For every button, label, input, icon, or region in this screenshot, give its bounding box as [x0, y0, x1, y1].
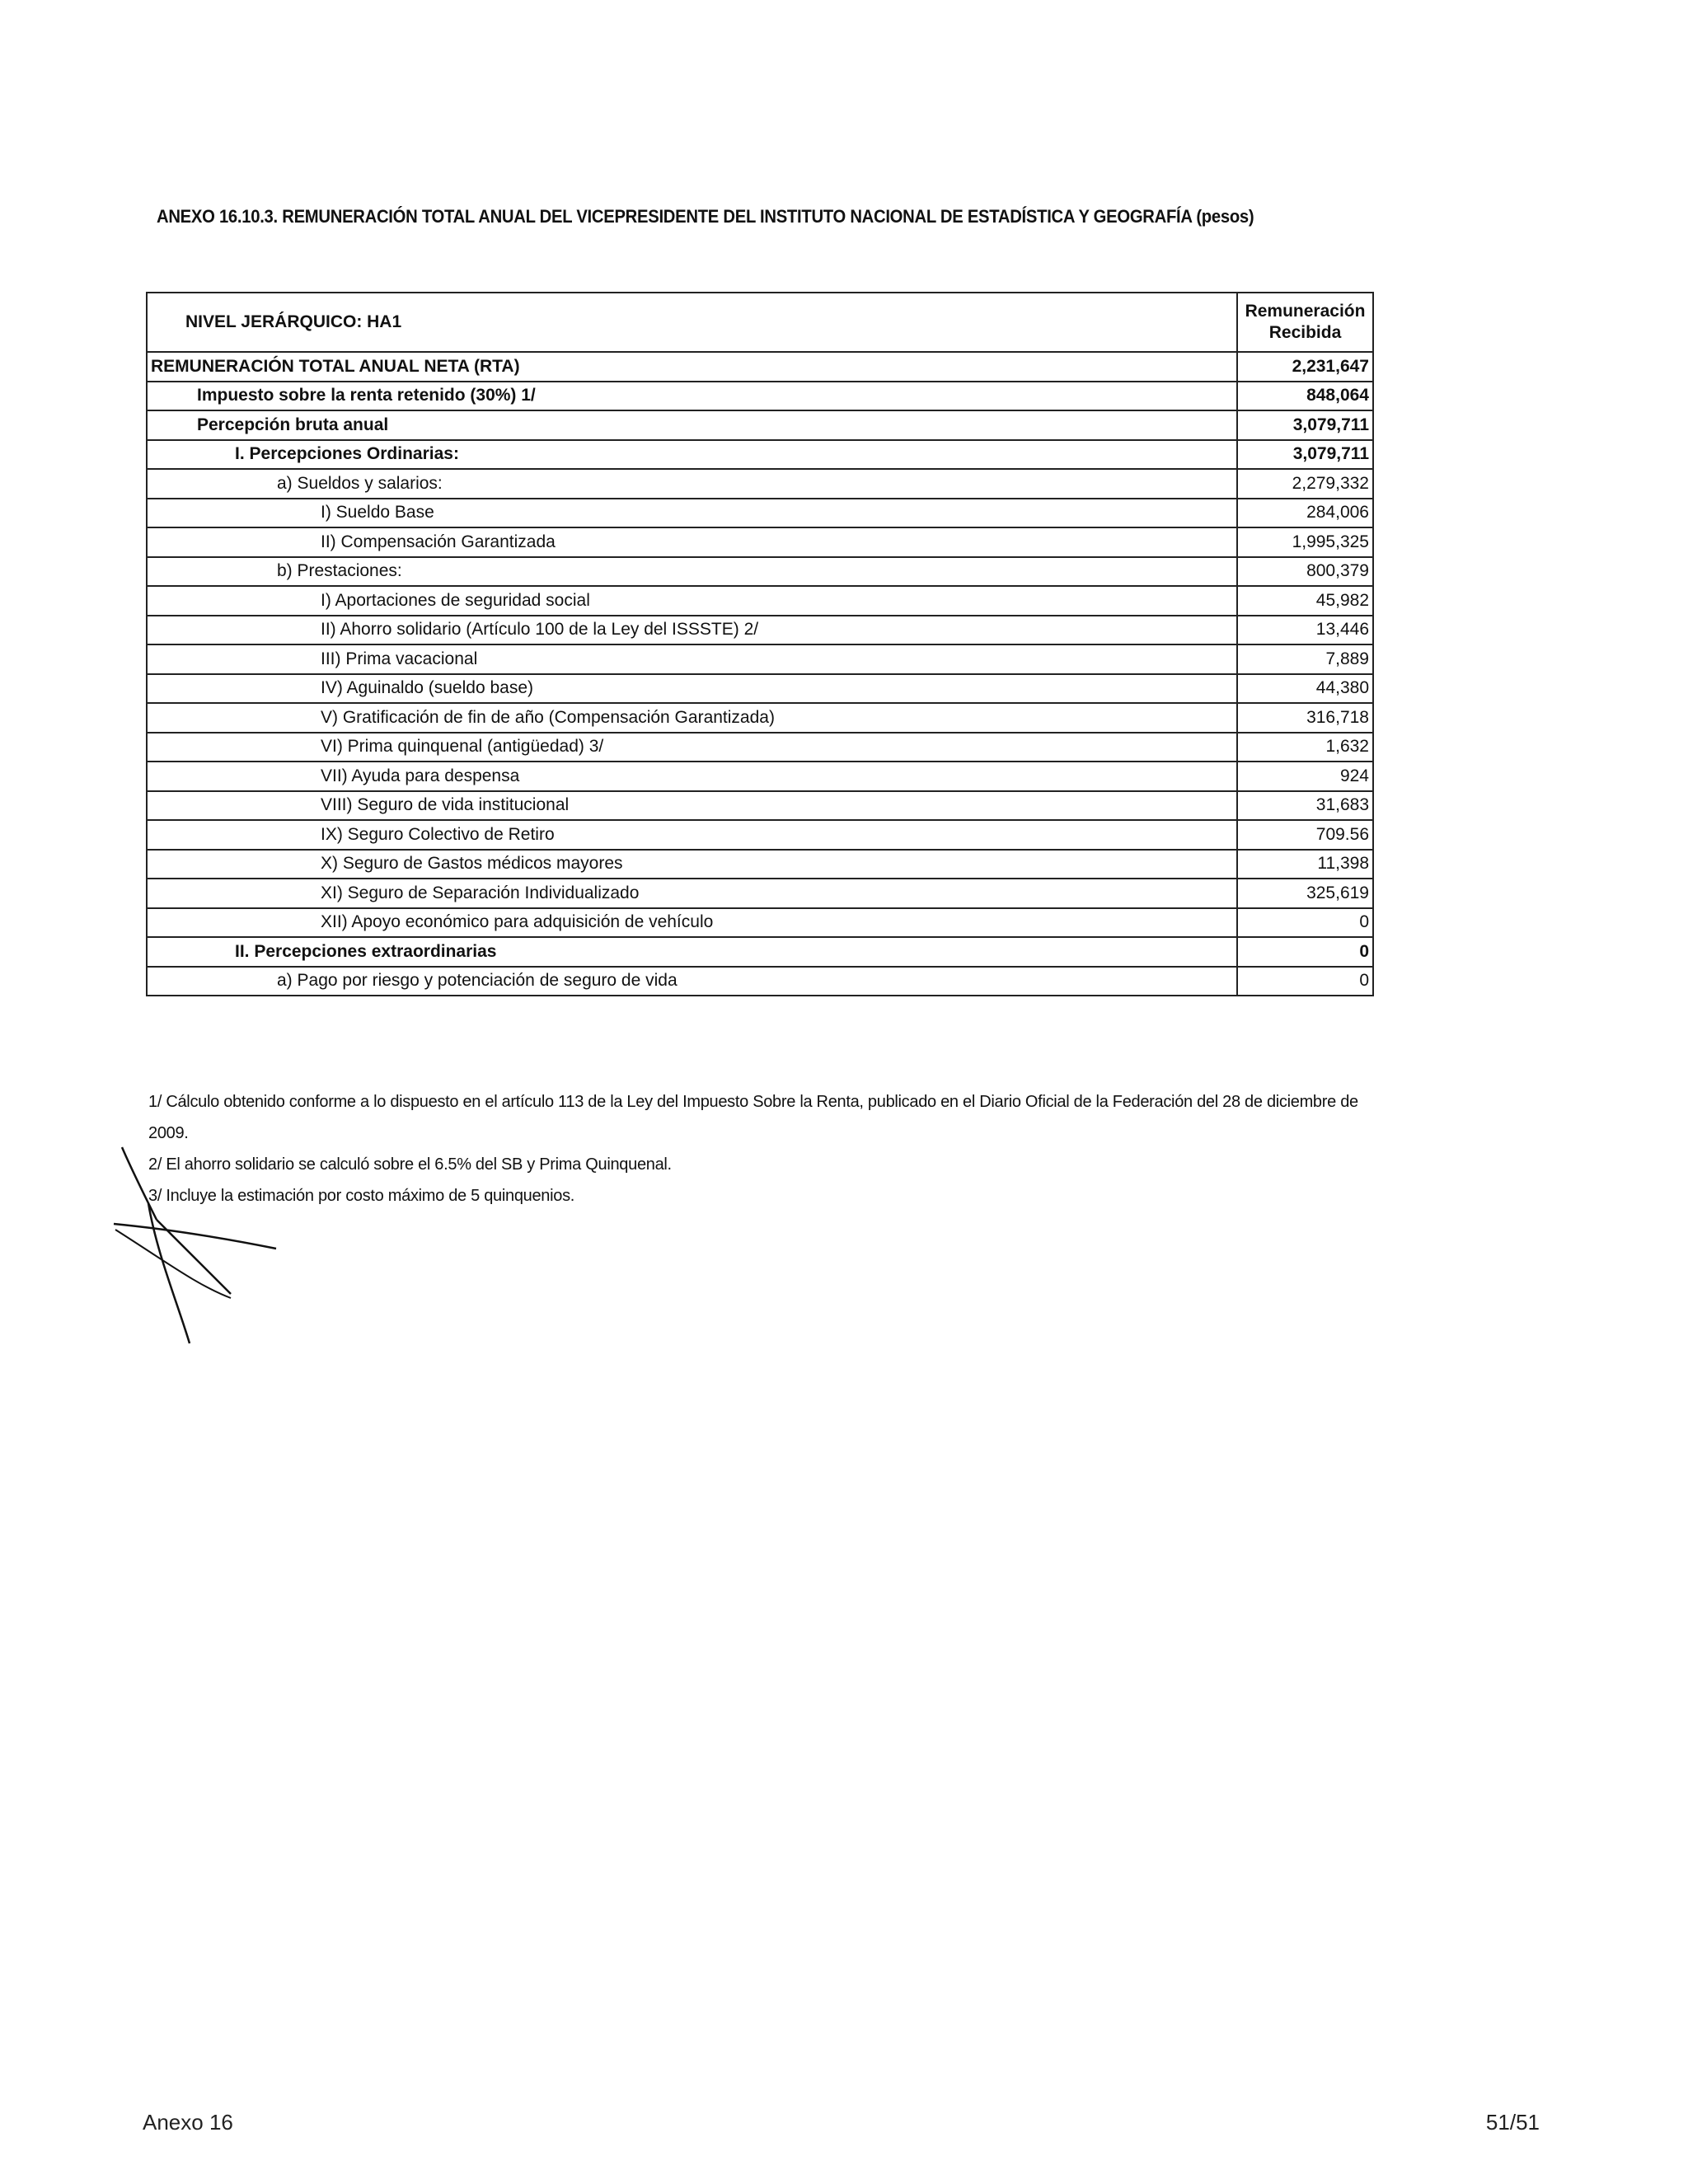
table-row: [147, 557, 1373, 587]
row-label: a) Pago por riesgo y potenciación de seguro de vida: [147, 967, 1237, 996]
row-value: 0: [1237, 937, 1373, 967]
footnote-2: 2/ El ahorro solidario se calculó sobre el 6.5% del SB y Prima Quinquenal.: [148, 1155, 672, 1174]
table-row: [147, 527, 1373, 557]
table-row: [147, 586, 1373, 616]
row-label: VII) Ayuda para despensa: [147, 762, 1237, 791]
footnote-1: 1/ Cálculo obtenido conforme a lo dispuesto en el artículo 113 de la Ley del Impuesto Sobre la Renta, publicado en el Diario Oficial de la Federación del 28 de diciembre de 2009.: [148, 1093, 1358, 1142]
table-row: [147, 469, 1373, 499]
row-value: 325,619: [1237, 879, 1373, 908]
footer-annex-label: Anexo 16: [143, 2110, 233, 2135]
row-value: 0: [1237, 908, 1373, 938]
row-label: I. Percepciones Ordinarias:: [147, 440, 1237, 470]
row-value: 848,064: [1237, 382, 1373, 411]
row-label: a) Sueldos y salarios:: [147, 469, 1237, 499]
row-value: 3,079,711: [1237, 410, 1373, 440]
table-row: [147, 967, 1373, 996]
table-row: [147, 499, 1373, 528]
row-value: 44,380: [1237, 674, 1373, 704]
row-value: 7,889: [1237, 644, 1373, 674]
row-value: 2,231,647: [1237, 352, 1373, 382]
row-label: Percepción bruta anual: [147, 410, 1237, 440]
table-row: [147, 937, 1373, 967]
footnotes: [148, 1086, 1376, 1212]
table-row: [147, 762, 1373, 791]
row-value: 45,982: [1237, 586, 1373, 616]
row-label: I) Sueldo Base: [147, 499, 1237, 528]
header-level-label: NIVEL JERÁRQUICO: HA1: [147, 293, 1237, 352]
table-row: [147, 879, 1373, 908]
row-label: II. Percepciones extraordinarias: [147, 937, 1237, 967]
row-value: 1,995,325: [1237, 527, 1373, 557]
page-number: 51/51: [1485, 2110, 1540, 2135]
row-value: 3,079,711: [1237, 440, 1373, 470]
table-row: [147, 382, 1373, 411]
table-row: [147, 440, 1373, 470]
row-label: II) Compensación Garantizada: [147, 527, 1237, 557]
row-label: VIII) Seguro de vida institucional: [147, 791, 1237, 821]
row-value: 13,446: [1237, 616, 1373, 645]
table-row: [147, 644, 1373, 674]
row-label: IV) Aguinaldo (sueldo base): [147, 674, 1237, 704]
table-row: [147, 352, 1373, 382]
table-row: [147, 703, 1373, 733]
table-row: [147, 820, 1373, 850]
row-label: Impuesto sobre la renta retenido (30%) 1/: [147, 382, 1237, 411]
row-value: 0: [1237, 967, 1373, 996]
row-label: REMUNERACIÓN TOTAL ANUAL NETA (RTA): [147, 352, 1237, 382]
row-label: VI) Prima quinquenal (antigüedad) 3/: [147, 733, 1237, 762]
page-title: ANEXO 16.10.3. REMUNERACIÓN TOTAL ANUAL DEL VICEPRESIDENTE DEL INSTITUTO NACIONAL DE ESTADÍSTICA Y GEOGRAFÍA (pesos): [157, 206, 1254, 227]
table-row: [147, 410, 1373, 440]
row-label: XI) Seguro de Separación Individualizado: [147, 879, 1237, 908]
row-label: XII) Apoyo económico para adquisición de vehículo: [147, 908, 1237, 938]
row-label: X) Seguro de Gastos médicos mayores: [147, 850, 1237, 879]
row-value: 709.56: [1237, 820, 1373, 850]
row-value: 800,379: [1237, 557, 1373, 587]
remuneration-table: [146, 292, 1374, 996]
row-value: 284,006: [1237, 499, 1373, 528]
row-value: 316,718: [1237, 703, 1373, 733]
table-row: [147, 674, 1373, 704]
table-row: [147, 908, 1373, 938]
row-value: 2,279,332: [1237, 469, 1373, 499]
handwritten-signature: [107, 1146, 305, 1352]
row-label: III) Prima vacacional: [147, 644, 1237, 674]
row-value: 1,632: [1237, 733, 1373, 762]
row-value: 11,398: [1237, 850, 1373, 879]
row-label: II) Ahorro solidario (Artículo 100 de la Ley del ISSSTE) 2/: [147, 616, 1237, 645]
row-value: 31,683: [1237, 791, 1373, 821]
row-value: 924: [1237, 762, 1373, 791]
row-label: V) Gratificación de fin de año (Compensación Garantizada): [147, 703, 1237, 733]
row-label: IX) Seguro Colectivo de Retiro: [147, 820, 1237, 850]
footnote-3: 3/ Incluye la estimación por costo máximo de 5 quinquenios.: [148, 1187, 575, 1205]
table-row: [147, 850, 1373, 879]
table-row: [147, 791, 1373, 821]
row-label: I) Aportaciones de seguridad social: [147, 586, 1237, 616]
table-row: [147, 733, 1373, 762]
header-value-label: Remuneración Recibida: [1237, 293, 1373, 352]
table-row: [147, 616, 1373, 645]
row-label: b) Prestaciones:: [147, 557, 1237, 587]
table-header-row: [147, 293, 1373, 352]
